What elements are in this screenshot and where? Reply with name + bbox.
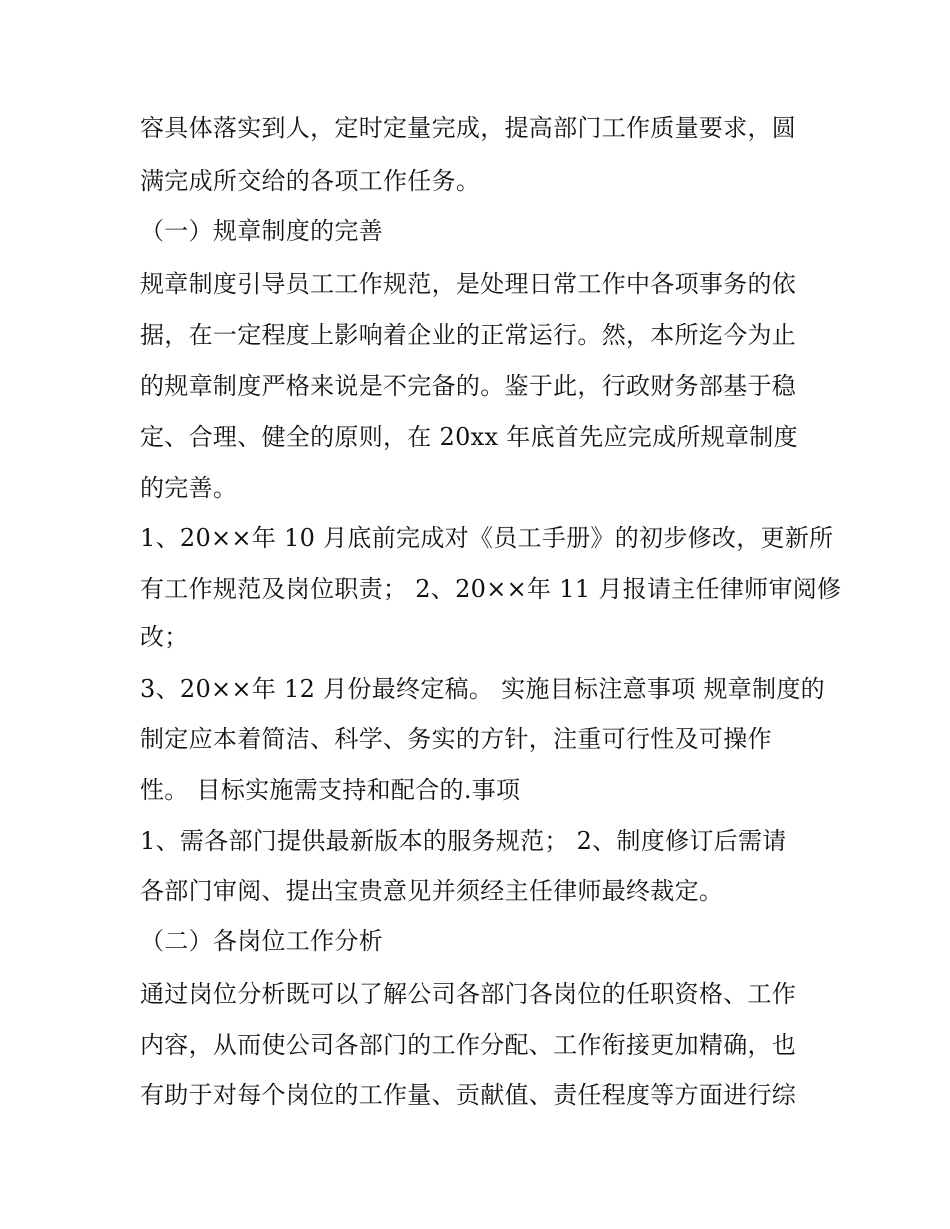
text-line: 的规章制度严格来说是不完备的。鉴于此，行政财务部基于稳: [140, 372, 797, 400]
text-line: 的完善。: [140, 474, 238, 502]
list-item: 1、20××年 10 月底前完成对《员工手册》的初步修改，更新所: [140, 524, 834, 552]
text-line: 容具体落实到人，定时定量完成，提高部门工作质量要求，圆: [140, 114, 797, 142]
text-line: 通过岗位分析既可以了解公司各部门各岗位的任职资格、工作: [140, 980, 797, 1008]
section-heading: （二）各岗位工作分析: [140, 927, 383, 955]
text-line: 规章制度引导员工工作规范，是处理日常工作中各项事务的依: [140, 270, 797, 298]
list-item: 有工作规范及岗位职责； 2、20××年 11 月报请主任律师审阅修: [140, 575, 842, 603]
text-line: 定、合理、健全的原则，在 20xx 年底首先应完成所规章制度: [140, 423, 798, 451]
list-item: 1、需各部门提供最新版本的服务规范； 2、制度修订后需请: [140, 827, 787, 855]
text-line: 有助于对每个岗位的工作量、贡献值、责任程度等方面进行综: [140, 1081, 797, 1109]
text-line: 内容，从而使公司各部门的工作分配、工作衔接更加精确，也: [140, 1031, 797, 1059]
text-line: 制定应本着简洁、科学、务实的方针，注重可行性及可操作: [140, 725, 772, 753]
text-line: 据，在一定程度上影响着企业的正常运行。然，本所迄今为止: [140, 321, 797, 349]
text-line: 性。 目标实施需支持和配合的.事项: [140, 776, 521, 804]
section-heading: （一）规章制度的完善: [140, 217, 383, 245]
list-item: 3、20××年 12 月份最终定稿。 实施目标注意事项 规章制度的: [140, 675, 825, 703]
text-line: 改；: [140, 623, 189, 651]
text-line: 各部门审阅、提出宝贵意见并须经主任律师最终裁定。: [140, 877, 724, 905]
text-line: 满完成所交给的各项工作任务。: [140, 167, 481, 195]
